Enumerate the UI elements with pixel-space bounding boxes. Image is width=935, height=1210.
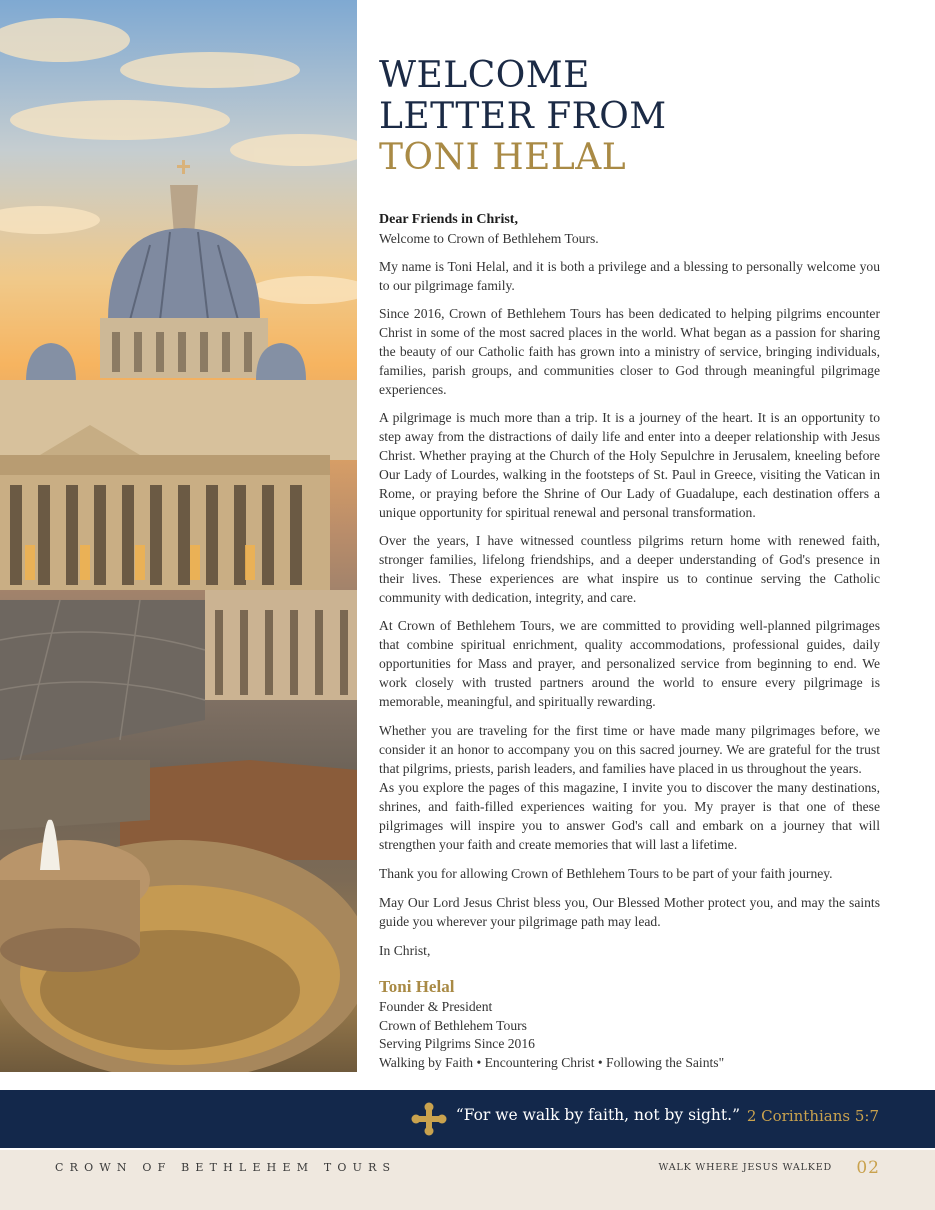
footer-brand: CROWN OF BETHLEHEM TOURS: [55, 1161, 397, 1174]
letter-paragraph: At Crown of Bethlehem Tours, we are committed to providing well-planned pilgrimages that combine spiritual enrichment, quality accommodations, professional guides, daily opportunities for Mass and prayer, and personalized service from beginning to end. We work closely with trusted partners around the world to ensure every pilgrimage is memorable, meaningful, and spiritually rewarding.: [379, 618, 880, 709]
letter-paragraph: My name is Toni Helal, and it is both a privilege and a blessing to personally welcome you to our pilgrimage family.: [379, 259, 880, 293]
signature-name: Toni Helal: [379, 977, 455, 996]
letter-paragraph: A pilgrimage is much more than a trip. It is a journey of the heart. It is an opportunity to step away from the distractions of daily life and enter into a deeper relationship with Jesus Christ. Whether praying at the Church of the Holy Sepulchre in Jerusalem, kneeling before Our Lady of Lourdes, walking in the footsteps of St. Paul in Greece, visiting the Vatican in Rome, or praying before the Shrine of Our Lady of Guadalupe, each destination offers a unique opportunity for spiritual renewal and personal transformation.: [379, 410, 880, 520]
page-title: [379, 55, 880, 178]
page-footer: [0, 1150, 935, 1210]
letter-column: [379, 55, 880, 1072]
title-line-1: WELCOME: [379, 55, 590, 96]
vatican-basilica-photo: [0, 0, 357, 1072]
scripture-quote: “For we walk by faith, not by sight.”: [455, 1106, 740, 1124]
quote-band: [0, 1090, 935, 1148]
letter-paragraph: As you explore the pages of this magazine, I invite you to discover the many destinations, shrines, and faith-filled experiences waiting for you. My prayer is that one of these pilgrimages will inspire you to answer God's call and embark on a journey that will strengthen your faith and create memories that will last a lifetime.: [379, 780, 880, 852]
title-line-3: TONI HELAL: [379, 137, 627, 178]
letter-closing: In Christ,: [379, 943, 431, 958]
letter-paragraph: Welcome to Crown of Bethlehem Tours.: [379, 231, 599, 246]
title-line-2: LETTER FROM: [379, 96, 667, 137]
letter-paragraph: Over the years, I have witnessed countless pilgrims return home with renewed faith, stronger families, lifelong friendships, and a deeper understanding of God's presence in their lives. These experiences are what inspire us to continue serving the Catholic community with dedication, integrity, and care.: [379, 533, 880, 605]
letter-paragraph: Whether you are traveling for the first time or have made many pilgrimages before, we consider it an honor to accompany you on this sacred journey. We are grateful for the trust that pilgrims, priests, parish leaders, and families have placed in us throughout the years.: [379, 723, 880, 776]
letter-paragraph: Since 2016, Crown of Bethlehem Tours has been dedicated to helping pilgrims encounter Christ in some of the most sacred places in the world. What began as a passion for sharing the beauty of our Catholic faith has grown into a ministry of service, bringing individuals, families, parish groups, and communities closer to God through meaningful pilgrimage experiences.: [379, 306, 880, 397]
footer-tagline: WALK WHERE JESUS WALKED: [658, 1162, 832, 1173]
page-number: 02: [856, 1158, 880, 1178]
letter-paragraph: Thank you for allowing Crown of Bethlehem Tours to be part of your faith journey.: [379, 866, 833, 881]
scripture-reference: 2 Corinthians 5:7: [746, 1107, 879, 1125]
letter-paragraph: May Our Lord Jesus Christ bless you, Our Blessed Mother protect you, and may the saints guide you wherever your pilgrimage path may lead.: [379, 895, 880, 929]
cross-icon: [411, 1102, 447, 1136]
signature-company: Crown of Bethlehem Tours: [379, 1017, 527, 1033]
salutation: Dear Friends in Christ,: [379, 212, 518, 227]
signature-motto: Walking by Faith • Encountering Christ • Following the Saints": [379, 1054, 725, 1070]
signature-since: Serving Pilgrims Since 2016: [379, 1036, 535, 1051]
signature-title: Founder & President: [379, 999, 493, 1014]
basilica-illustration: [0, 0, 357, 1072]
